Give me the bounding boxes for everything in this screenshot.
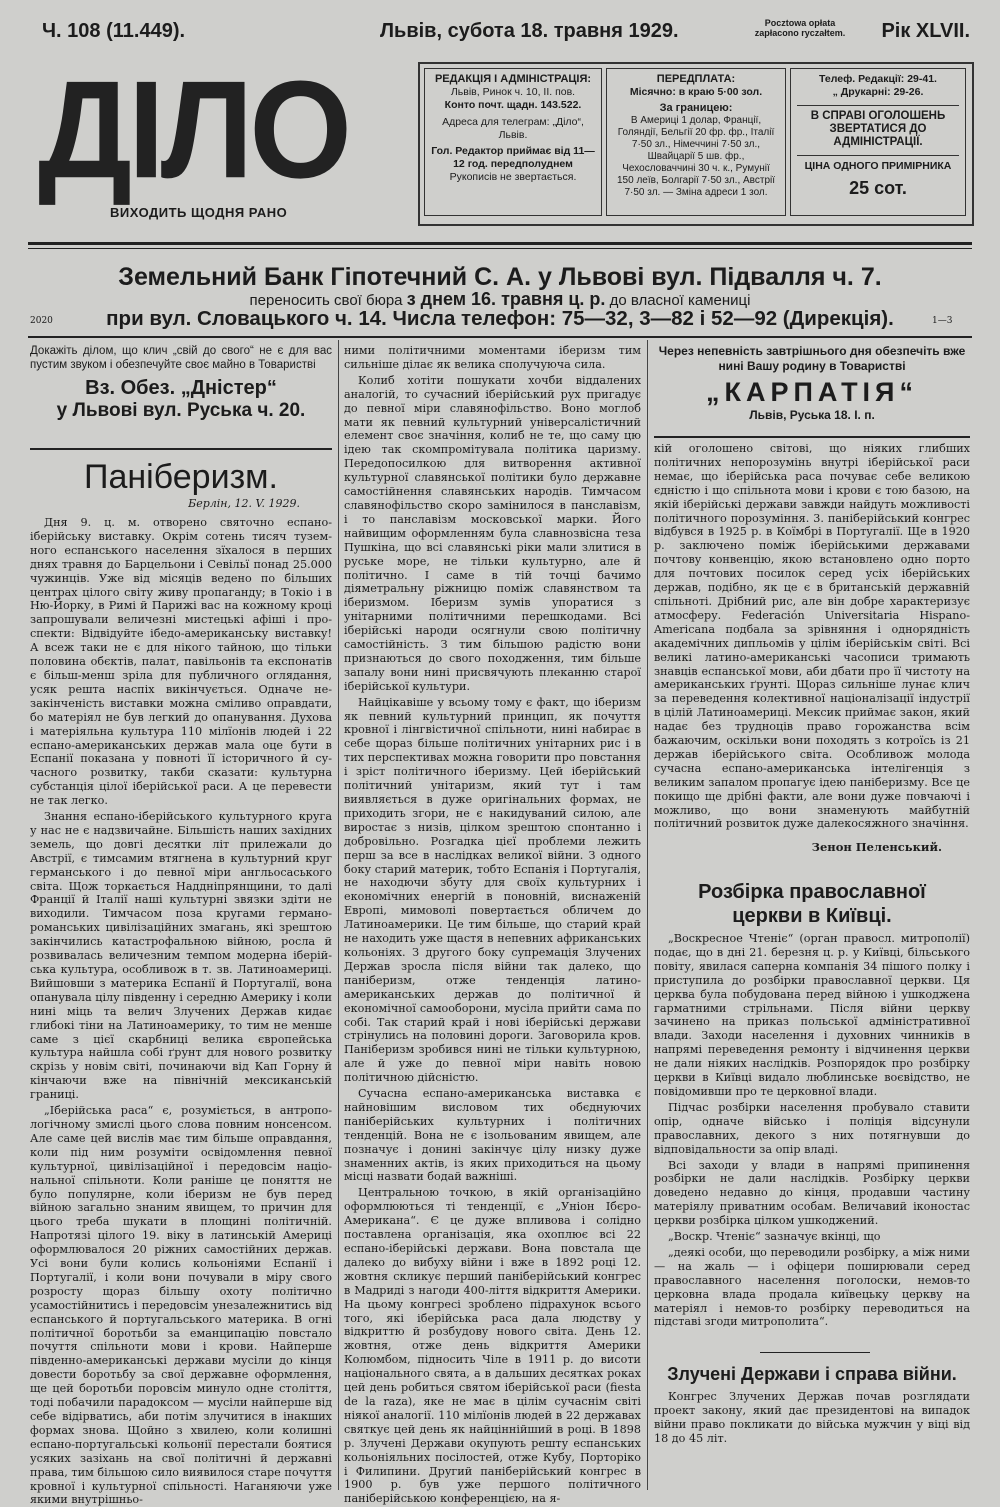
article-dateline: Берлін, 12. V. 1929. xyxy=(188,497,300,510)
subscription-title: ПЕРЕДПЛАТА: xyxy=(656,73,736,85)
redaction-line: Львів, Ринок ч. 10, II. пов. xyxy=(450,86,576,98)
article-paragraph: „Іберійська раса“ є, розуміється, в антропологічному змислі цього слова повним нонсенсом. Але саме цей вислів має тим більше оправдання, коли під ним розуміти освідомлення певної культурної, цивілізаційної і передовсім національної спільноти. Коли раніше це поняття не було популярне, коли іберизм не був перед війною загально знаним явищем, то причин для цього треба шукати в площині політичній. Напротязі цілого 19. віку в латинській Америці оформлювалося 20 ріжних самостійних держав. Усі вони були колись кольоніями Еспанії і Португалії, і коли вони почували в міру свого розросту щораз більшу охоту політично усамостійнитись і передовсім унезалежнитись від еспанського й португальського материка. В огні політичної боротьби за еманципацію повстало почуття спільноти мови і крови. Найперше південно-американські держави мусіли до кінця довести боротьбу за свої державне оформлення, ще цей боротьби поровсім минуло одне століття, тоді побачили парадоксом — мусіли найперше від себе відірватись, аби потім злучитися в інакших формах знова. Щойно з хвилею, коли колишні еспано-португальські кольонії перестали боятися усяких зазіхань на свої політичні й державні права, тим більшою сило виявилося старе почуття кровної і культурної спільності. Наганяючи уже якими внутрішньо- xyxy=(30,1104,332,1507)
bank-banner-line2-a: переносить свої бюра xyxy=(249,292,403,309)
dnister-ad-text: Докажіть ділом, що клич „свій до свого“ не є для вас пустим звуком і обезпечуйте своє майно в Товаристві xyxy=(30,345,332,371)
article-author: Зенон Пеленський. xyxy=(811,840,942,854)
column-separator xyxy=(338,340,339,1490)
article-paragraph: кій оголошено світові, що ніяких глибших політичних непорозумінь внутрі іберійської раси немає, що іберійська раса почуває себе великою єдністю і що спільнота мови і крови є тою базою, на якій іберійські держави завжди найдуть можливості політичного порозуміння. 3. паніберійський конгрес відбувся в 1925 р. в Коїмбрі в Португалії. Ще в 1920 р. заключено поміж іберійськими державами почтову конвенцію, якою встановлено одно порто для почтових посилок серед усіх іберійських держав, подібно, як це є в британській державній спільноті. Дрібний рис, але він добре характеризує атмосферу. Federación Universitaria Hispano-Americana подбала за зрівняння і однорядність академічних дипльомів у цілім іберійськім світі. Всі великі латино-американські часописи тримають знавців еспанської мови, аби дбати про її чистоту на американських ґрунті. Щораз сильніше лунає клич за переведення колективної націоналізації індустрії в цілій Латиноамериці. Мексик приймає закон, який надає без трудноців право горожанства всім бажаючим, оскільки вони походять з котроїсь із 21 держав іберійського світа. Особливож молода сучасна еспано-американська інтелігенція з великим запалом пропагує ідею паніберизму. Все це покищо ще дрібні факти, але вони дуже повчаючі і можливо, що вони знаменують майбутній політичний розвиток дуже далекосяжного значіння. xyxy=(654,442,970,831)
article-paragraph: Конгрес Злучених Держав почав розглядати проект закону, який дає президентові на випадок війни право покликати до війська мужчин у віці від 18 до 45 літ. xyxy=(654,1390,970,1445)
masthead-rule xyxy=(28,242,972,245)
redaction-title: РЕДАКЦІЯ І АДМІНІСТРАЦІЯ: xyxy=(434,73,592,85)
article-title-church: Розбірка православної церкви в Київці. xyxy=(698,881,926,927)
article-paragraph: „Воскр. Чтеніє“ зазначує вкінці, що xyxy=(668,1230,881,1244)
postal-note: Pocztowa opłata zapłacono ryczałtem. xyxy=(754,18,846,38)
masthead-rule xyxy=(28,248,972,249)
article2-body xyxy=(654,932,970,1342)
redaction-box xyxy=(424,68,602,216)
subscription-box xyxy=(606,68,786,216)
ad-rule xyxy=(30,448,332,450)
bank-banner-line3: при вул. Словацького ч. 14. Числа телефон: 75—32, 3—82 і 52—92 (Дирекція). xyxy=(106,307,894,330)
article-rule xyxy=(760,1352,870,1353)
banner-rule xyxy=(28,336,972,338)
bank-banner-line1: Земельний Банк Гіпотечний С. А. у Львові вул. Підвалля ч. 7. xyxy=(118,263,882,291)
article-paragraph: Найцікавіше у всьому тому є факт, що іберизм як певний культурний принцип, як почуття кровної і лінгвістичної спільноти, нині набирає в себе щораз більше політичних унітарних рис і в тих перспективах можна говорити про повстання і зріст політичного іберизму. Цей іберійський політичний унітаризм, який тут і там виявляється в дуже оригінальних формах, не приходить згори, не є накидуваний силою, але виростає з низів, цілком зрештою спонтанно і добровільно. Розгадка цієї проблеми лежить перш за все в наслідках великої війни. З одного боку старий материк, тобто Еспанія і Португалія, не находючи збуту для своїх культурних і економічних енергій в поновній, виснаженій Европі, мимоволі повертається обличем до Латиноамерики. Це тим більше, що старий край не находить уже щастя в непевних африканських кольоніях. З другого боку супремація Злучених Держав зросла після війни так далеко, що паніберизм, отже тенденція латино-американських держав до політичної й економічної самооборони, мусіла прийти сама по собі. Так старий край і нові іберійські держави стрінулись на половині дороги. Заговорила кров. Паніберизм зробився нині не тільки культурною, але й уже до певної міри навіть новою політичною дійсністю. xyxy=(344,695,641,1085)
newspaper-logo: ДІЛО xyxy=(38,52,349,207)
ads-notice: В СПРАВІ ОГОЛОШЕНЬ ЗВЕРТАТИСЯ ДО АДМІНІСТРАЦІЇ. xyxy=(797,105,959,149)
banner-mark-right: 1—3 xyxy=(932,316,953,326)
article-paragraph: Всі заходи у влади в напрямі припинення розбірки не дали наслідків. Розбірку церкви доведено недавно до кінця, продавши частину матеріялу приватним особам. Величавий іконостас церкви розбірка цілком ушкоджений. xyxy=(654,1158,970,1228)
column-separator xyxy=(647,340,648,1490)
article-paragraph: Центральною точкою, в якій організаційно оформлюються ті тенденції, є „Уніон Ібєро-Американа“. Є це дуже впливова і солідно поставлена організація, яка охоплює всі 22 еспано-іберійські держави. Вона повстала ще далеко до вибуху війни і вже в 1892 році 12. жовтня скликує перший паніберійський конгрес в Мадриді з нагоди 400-ліття відкриття Америки. На цьому конгресі зроблено підрахунок всього того, які іберійська раса дала людству у відкриттю й розбудову нового світа. День 12. жовтня, отже день відкриття Америки Колюмбом, підносить Чіле в 1911 р. до висоти національного свята, а в дальших десятках роках цей день робиться святом іберійської раси (fiesta de la raza), яке не має в цілім сучаснім світі ніякої аналогії. 110 мілїонів людей в 22 державах святкує цей день як найціннійший в році. В 1898 р. Злучені Держави окупують решту еспанських кольоніяльних посілостей, отже Кубу, Порторіко і Филипини. Другий паніберійський конгрес в 1900 р. був уже першого політичного паніберійською конференцією, на я- xyxy=(344,1186,641,1506)
subscription-abroad-title: За границею: xyxy=(659,102,733,114)
dnister-ad-name: Вз. Обез. „Дністер“ xyxy=(85,377,277,399)
phone-editorial: Телеф. Редакції: 29-41. xyxy=(819,73,937,85)
article-title-usa-war: Злучені Держави і справа війни. xyxy=(667,1364,957,1384)
volume-year: Рік XLVII. xyxy=(881,20,970,42)
banner-mark-left: 2020 xyxy=(30,316,53,326)
redaction-line: Гол. Редактор приймає від 11—12 год. передполуднем xyxy=(431,145,595,170)
newspaper-tagline: ВИХОДИТЬ ЩОДНЯ РАНО xyxy=(110,205,288,220)
bank-banner-line2-c: до власної камениці xyxy=(609,292,751,309)
redaction-line: Рукописів не звертається. xyxy=(449,171,577,183)
masthead-topline xyxy=(30,20,970,48)
masthead-boxes xyxy=(418,62,974,226)
article3-body xyxy=(654,1390,970,1490)
dnister-ad xyxy=(30,344,332,422)
issue-date: Львів, субота 18. травня 1929. xyxy=(380,20,679,42)
article1-column1 xyxy=(30,516,332,1507)
redaction-line: Конто почт. щадн. 143.522. xyxy=(444,99,582,111)
ad-rule xyxy=(654,436,970,438)
bank-banner-line2-b: з днем 16. травня ц. р. xyxy=(406,289,606,309)
phone-print: „ Друкарні: 29-26. xyxy=(832,86,924,98)
issue-number: Ч. 108 (11.449). xyxy=(42,20,186,42)
article-title-paniberism: Паніберизм. xyxy=(84,458,278,496)
article-paragraph: „деякі особи, що переводили розбірку, а між ними — на жаль — і офіцери поширювали серед православного населення поголоски, немов-то церковна влада продала київецьку церкву на матеріял і немов-то розбірку переводиться на підставі згоди митрополита“. xyxy=(654,1245,970,1329)
subscription-abroad: В Америці 1 долар, Франції, Голяндії, Бельгії 20 фр. фр., Італії 7·50 зл., Німеччині 7·50 зл., Швайцарії 5 шв. фр., Чехословаччині 30 ч. к., Румунії 150 леїв, Болгарії 7·50 зл., Австрії 7·50 зл. — Зміна адреси 1 зол. xyxy=(616,115,776,198)
redaction-line: Адреса для телеграм: „Діло“, Львів. xyxy=(442,116,584,141)
karpatia-ad-address: Львів, Руська 18. I. п. xyxy=(749,408,875,422)
article1-column3 xyxy=(654,442,970,831)
karpatia-ad xyxy=(654,344,970,422)
price-label: ЦІНА ОДНОГО ПРИМІРНИКА xyxy=(797,155,959,173)
article-paragraph: Знання еспано-іберійського культурного круга у нас не є надзвичайне. Більшість наших західних земель, що довгі десятки літ прилежали до Австрії, є тимсамим втягнена в культурний круг германського і до певної міри англьосаського світа. Щож торкається Наддніпрянщини, то далі Франції й Італії наші культурні звязки здіти не виходили. Тимчасом поза кругами германороманських цивілізаційних змагань, які зрештою закінчились катастрофальною війною, росла й розвивалась величезним темпом модерна іберійська культура, особливож в т. зв. Латиноамериці. Вийшовши з материка Еспанії й Португалії, вона опанувала цілу південну і середню Америку і коли нині міць та велич Злучених Держав кидає глибокі тіни на Латиноамерику, то тим не менше саме з цієї скарбниці велика європейська культура найшла собі ґрунт для нового розвитку скрізь у новім світі, починаючи від Кап Горну й кінчаючи вже на північній мексиканській границі. xyxy=(30,810,332,1102)
karpatia-ad-text: Через непевність завтрішнього дня обезпечіть вже нині Вашу родину в Товаристві xyxy=(658,344,966,373)
price-value: 25 сот. xyxy=(849,178,907,198)
article-paragraph: „Воскресное Чтеніє“ (орган правосл. митрополії) подає, що в дні 21. березня ц. р. у Київці, більського повіту, явилася саперна компанія 34 пішого полку і приступила до розбірки православної церкви. Ця церква була побудована перед війною і ушкоджена гарматними стрільнами. Після війни церкву зачинено на приказ польської адміністративної влади. Заходи населення і духовних чинників в напрямі переведення ремонту і відчинення церкви не дали ніяких наслідків. Розпорядок про розбірку церкви в Київці видало люблинське воєвідство, не повідомивши про те церковної влади. xyxy=(654,932,970,1098)
article-paragraph: Дня 9. ц. м. отворено святочно еспано-іберійську виставку. Окрім сотень тисяч туземного еспанського населення зїхалося в перших днях травня до Барцельони і Севільї понад 25.000 чужинців. Уже від місяців ведено по більших центрах цілого світу живу пропаганду; в Токіо і в Ню-Йорку, в Римі й Парижі вас на кожному кроці запрошували величезні мистецькі афіші і проспекти: Відвідуйте ібедо-американську виставку! А всеж таки не є для нікого тайною, що тільки половина обєктів, палат, павільонів та експонатів є більш-менш зріла для публичного оглядання, усяк решта наспіх викінчується. Одначе незакінченість виставки можна сміливо оправдати, бо матеріял не був легкий до опанування. Духова і матеріяльна культура 110 мілїонів людей і 22 еспано-американських держав мала оце бути в Еспанії показана у повноті її історичного й сучасного розвитку, такби сказати: культурна субстанція цілої іберійської раси. А це перевести не так легко. xyxy=(30,516,332,808)
subscription-monthly: Місячно: в краю 5·00 зол. xyxy=(629,86,763,98)
article-paragraph: ними політичними моментами іберизм тим сильніше ділає як велика сполучуюча сила. xyxy=(344,344,641,371)
article1-column2 xyxy=(344,344,641,1506)
article-paragraph: Підчас розбірки населення пробувало ставити опір, одначе військо і поліція відсунули православних, декого з них потягнувши до відповідальности за опір владі. xyxy=(654,1100,970,1156)
phones-box xyxy=(790,68,966,216)
dnister-ad-address: у Львові вул. Руська ч. 20. xyxy=(56,400,306,421)
article-paragraph: Колиб хотіти пошукати хочби віддалених аналогій, то сучасний іберійський рух пригадує до певної міри славянофільство. Воно моглоб мати як певний культурний універсалістичний елемент своє значіння, колиб не те, що саму цю ідею так скомпромітувала політика царизму. Передопосилкою для витворення активної культурної славянської політики було державне самостійнення славянських народів. Тимчасом славянофільство скоро замінилося в панславізм, і то панславізм московської марки. Його найвищим оформленням була славнозвісна теза Пушкіна, що всі славянські ріки мали злитися в руське море, не тільки культурно, але й політично. І саме в тій точці бачимо діяметральну ріжницю поміж славянством та іберизмом. Іберизм зумів упоратися з унітарними політичними перешкодами. Всі іберійські народи осягнули свою політичну самостійність. З тим більшою радістю вони признаються до свого походження, тим більше запалу вони нині присвячують плеканню старої іберійської культури. xyxy=(344,373,641,693)
karpatia-ad-name: „КАРПАТІЯ“ xyxy=(706,377,918,407)
article-paragraph: Сучасна еспано-американська виставка є найновішим висловом тих обєднуючих паніберійських культурних і політичних тенденцій. Вона не є ізольованим явищем, але позначує і донині закінчує цілу низку дуже знаменних актів, із яких приходиться на цьому місці назвати бодай важніші. xyxy=(344,1087,641,1184)
